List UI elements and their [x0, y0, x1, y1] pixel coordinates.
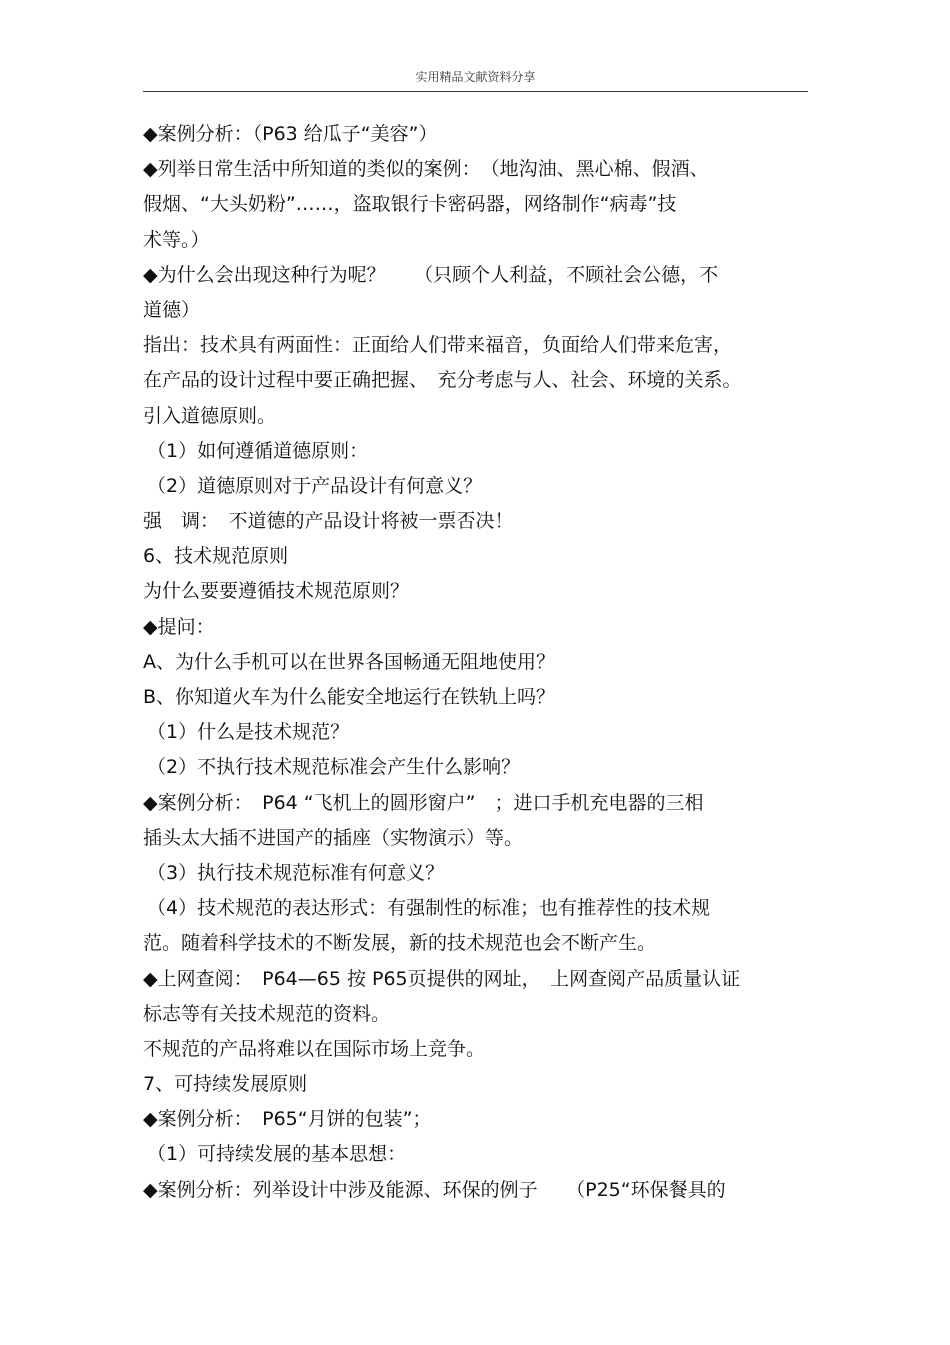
text-line: ◆列举日常生活中所知道的类似的案例： （地沟油、黑心棉、假酒、 — [143, 158, 709, 181]
header-title: 实用精品文献资料分享 — [415, 70, 536, 84]
text-line: B、你知道火车为什么能安全地运行在铁轨上吗？ — [143, 686, 556, 708]
text-line: 道德） — [143, 298, 201, 321]
text-line: ◆案例分析：（P63 给瓜子“美容”） — [143, 123, 438, 145]
text-line: ◆案例分析： P65“月饼的包装”； — [143, 1108, 432, 1131]
text-line: 不规范的产品将难以在国际市场上竞争。 — [143, 1037, 486, 1060]
text-line: （1）可持续发展的基本思想： — [147, 1143, 407, 1166]
text-line: 强 调： 不道德的产品设计将被一票否决！ — [143, 510, 514, 533]
text-line: 术等。） — [143, 228, 210, 251]
text-line: A、为什么手机可以在世界各国畅通无阻地使用？ — [143, 650, 555, 673]
text-line: 假烟、“大头奶粉”……，盗取银行卡密码器，网络制作“病毒”技 — [143, 193, 677, 216]
text-line: （2）道德原则对于产品设计有何意义？ — [147, 474, 483, 497]
text-line: ◆上网查阅： P64—65 按 P65页提供的网址， 上网查阅产品质量认证 — [143, 967, 741, 990]
text-line: 标志等有关技术规范的资料。 — [143, 1002, 391, 1025]
section-heading: 7、可持续发展原则 — [143, 1073, 308, 1096]
text-line: ◆案例分析： P64 “飞机上的圆形窗户” ；进口手机充电器的三相 — [143, 791, 704, 814]
text-line: （1）如何遵循道德原则： — [147, 439, 369, 462]
text-line: 插头太大插不进国产的插座（实物演示）等。 — [143, 826, 524, 849]
text-line: （2）不执行技术规范标准会产生什么影响？ — [147, 756, 521, 779]
text-line: 在产品的设计过程中要正确把握、 充分考虑与人、社会、环境的关系。 — [143, 369, 742, 392]
text-line: 引入道德原则。 — [143, 404, 277, 427]
text-line: 指出：技术具有两面性：正面给人们带来福音，负面给人们带来危害， — [143, 334, 733, 357]
text-line: 为什么要要遵循技术规范原则？ — [143, 580, 410, 603]
text-line: 范。随着科学技术的不断发展，新的技术规范也会不断产生。 — [143, 932, 657, 955]
text-line: ◆为什么会出现这种行为呢？ （只顾个人利益，不顾社会公德，不 — [143, 263, 719, 286]
text-line: （4）技术规范的表达形式：有强制性的标准；也有推荐性的技术规 — [147, 897, 711, 920]
text-line: （1）什么是技术规范？ — [147, 721, 350, 744]
section-heading: 6、技术规范原则 — [143, 545, 289, 568]
page-header — [143, 58, 808, 92]
text-line: （3）执行技术规范标准有何意义？ — [147, 861, 445, 884]
text-line: ◆案例分析：列举设计中涉及能源、环保的例子 （P25“环保餐具的 — [143, 1178, 726, 1201]
document-body — [143, 117, 813, 1208]
text-line: ◆提问： — [143, 615, 215, 638]
